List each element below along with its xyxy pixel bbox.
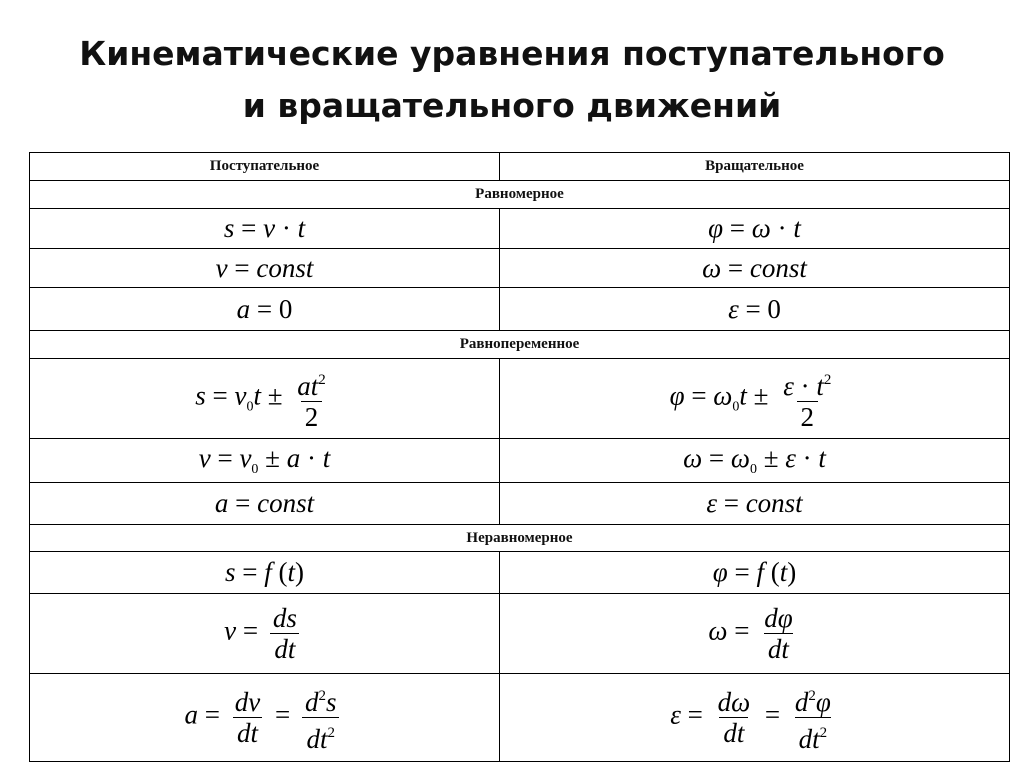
page-title xyxy=(0,28,1024,132)
table-row xyxy=(30,288,1010,331)
formula-r-nonuniform-epsilon: ε = $\frac{d\omega}{dt}$ = $\frac{d^2\varphi}{dt^2}$ xyxy=(500,674,1010,762)
header-row xyxy=(30,153,1010,181)
formula-r-uniform-epsilon: ε = 0 xyxy=(500,288,1010,331)
col-header-rotational: Вращательное xyxy=(500,153,1010,181)
section-row-nonuniform xyxy=(30,525,1010,552)
kinematics-table xyxy=(29,152,1010,762)
formula-t-variable-s: $s = v_0t$ ± $\frac{at^2}{2}$ xyxy=(30,359,500,439)
formula-r-nonuniform-omega: ω = $\frac{d\varphi}{dt}$ xyxy=(500,594,1010,674)
formula-t-nonuniform-v: v = $\frac{ds}{dt}$ xyxy=(30,594,500,674)
section-row-variable xyxy=(30,331,1010,359)
section-uniformly-variable: Равнопеременное xyxy=(30,331,1010,359)
table-row xyxy=(30,594,1010,674)
table-row xyxy=(30,483,1010,525)
section-uniform: Равномерное xyxy=(30,181,1010,209)
formula-t-uniform-a: a = 0 xyxy=(30,288,500,331)
table-row xyxy=(30,209,1010,249)
table-row xyxy=(30,674,1010,762)
formula-r-variable-phi: $\varphi = \omega_0t$ ± $\frac{\varepsilon \cdot t^2}{2}$ xyxy=(500,359,1010,439)
formula-r-variable-epsilon: ε = const xyxy=(500,483,1010,525)
formula-t-variable-v: $v = v_0 \pm a \cdot t$ xyxy=(30,439,500,483)
formula-r-uniform-phi: φ = ω · t xyxy=(500,209,1010,249)
section-row-uniform xyxy=(30,181,1010,209)
table-row xyxy=(30,359,1010,439)
formula-r-nonuniform-phi: φ = f (t) xyxy=(500,552,1010,594)
title-line-1: Кинематические уравнения поступательного xyxy=(79,34,945,73)
formula-r-variable-omega: $\omega = \omega_0 \pm \varepsilon \cdot t$ xyxy=(500,439,1010,483)
formula-t-uniform-s: s = v · t xyxy=(30,209,500,249)
table-row xyxy=(30,552,1010,594)
col-header-translational: Поступательное xyxy=(30,153,500,181)
formula-t-variable-a: a = const xyxy=(30,483,500,525)
title-line-2: и вращательного движений xyxy=(242,86,782,125)
formula-r-uniform-omega: ω = const xyxy=(500,249,1010,288)
section-non-uniform: Неравномерное xyxy=(30,525,1010,552)
table-row xyxy=(30,249,1010,288)
table-row xyxy=(30,439,1010,483)
formula-t-uniform-v: v = const xyxy=(30,249,500,288)
formula-t-nonuniform-a: a = $\frac{dv}{dt}$ = $\frac{d^2s}{dt^2}$ xyxy=(30,674,500,762)
formula-t-nonuniform-s: s = f (t) xyxy=(30,552,500,594)
